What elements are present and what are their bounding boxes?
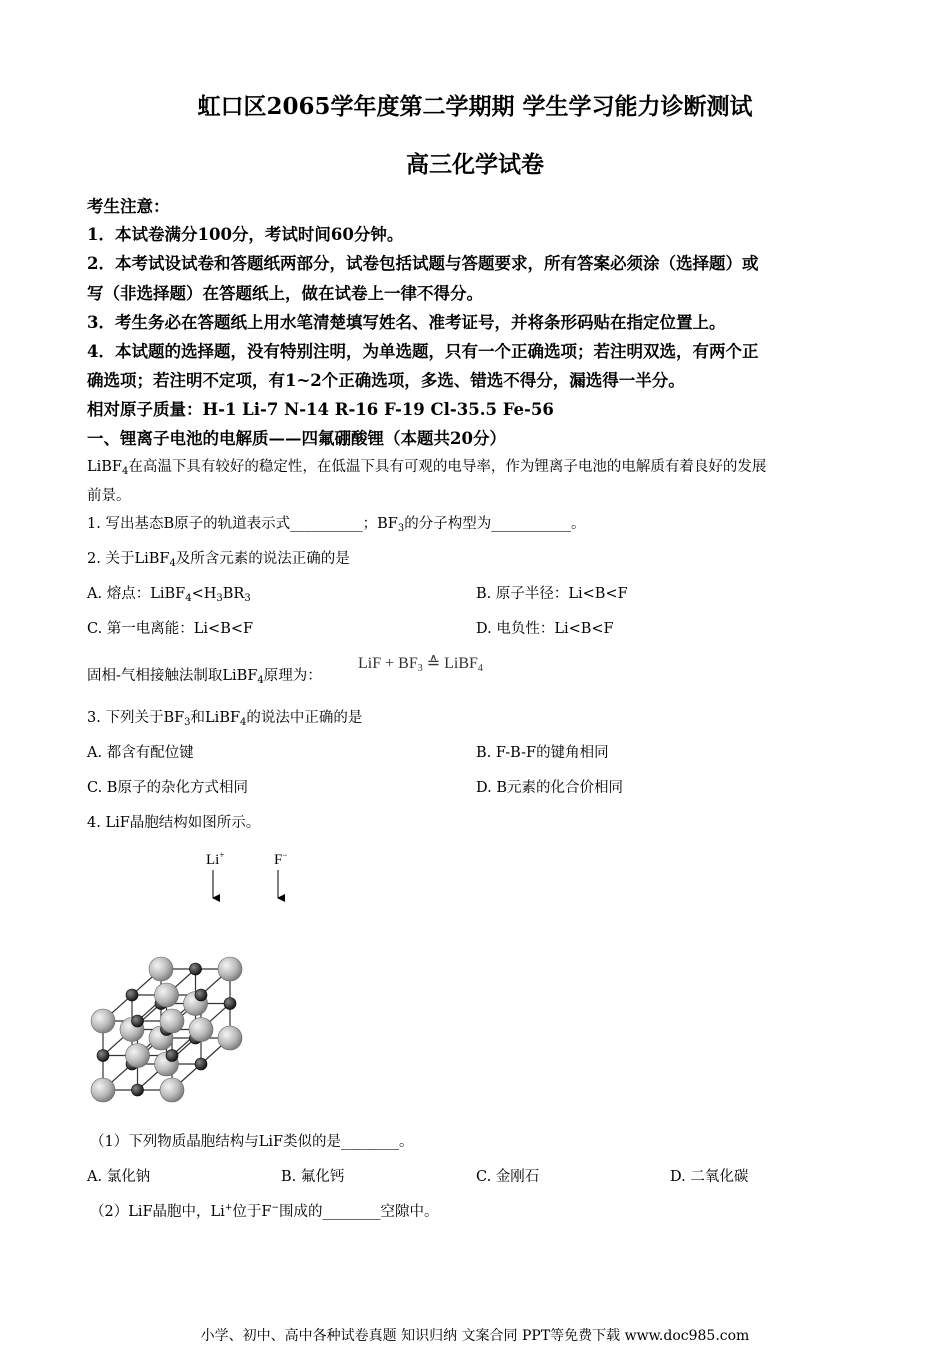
question-4-1: （1）下列物质晶胞结构与LiF类似的是________。 <box>90 1134 414 1150</box>
li-ion-atom <box>97 1050 109 1062</box>
section-1-heading: 一、锂离子电池的电解质——四氟硼酸锂（本题共20分） <box>87 429 506 448</box>
notice-item-4: 4．本试题的选择题，没有特别注明，为单选题，只有一个正确选项；若注明双选，有两个正 <box>87 342 759 361</box>
question-2-option-c: C. 第一电离能：Li<B<F <box>87 621 254 637</box>
notice-heading: 考生注意： <box>87 197 170 216</box>
li-ion-atom <box>224 998 236 1010</box>
notice-item-2: 2．本考试设试卷和答题纸两部分，试卷包括试题与答题要求，所有答案必须涂（选择题）或 <box>87 254 759 273</box>
crystal-lattice-svg <box>88 848 308 1110</box>
question-4-2: （2）LiF晶胞中，Li+位于F−围成的________空隙中。 <box>90 1203 439 1220</box>
f-ion-atom <box>126 1044 150 1068</box>
question-2-option-b: B. 原子半径：Li<B<F <box>476 586 628 602</box>
question-3-option-a: A. 都含有配位键 <box>87 745 194 761</box>
f-ion-atom <box>91 1078 115 1102</box>
atomic-masses: 相对原子质量：H-1 Li-7 N-14 R-16 F-19 Cl-35.5 Fe-56 <box>87 400 554 419</box>
li-ion-atom <box>132 1015 144 1027</box>
synthesis-equation: LiF + $BF_3$ ≙ LiBF$_4$ <box>358 655 483 674</box>
li-ion-atom <box>166 1050 178 1062</box>
li-ion-atom <box>126 989 138 1001</box>
notice-item-4-cont: 确选项；若注明不定项，有1~2个正确选项，多选、错选不得分，漏选得一半分。 <box>87 371 685 390</box>
intro-text-cont: 前景。 <box>87 488 131 504</box>
f-ion-atom <box>160 1009 184 1033</box>
li-ion-atom <box>190 963 202 975</box>
f-ion-atom <box>218 1026 242 1050</box>
f-ion-atom <box>218 957 242 981</box>
question-4-1-option-b: B. 氟化钙 <box>281 1169 345 1185</box>
page-footer: 小学、初中、高中各种试卷真题 知识归纳 文案合同 PPT等免费下载 www.doc985.com <box>200 1328 750 1344</box>
notice-item-1: 1．本试卷满分100分，考试时间60分钟。 <box>87 225 404 244</box>
question-3-option-b: B. F-B-F的键角相同 <box>476 745 609 761</box>
question-4-1-option-c: C. 金刚石 <box>476 1169 540 1185</box>
question-2-option-a: A. 熔点：$LiBF_4<H_3BR_3$ <box>87 586 251 604</box>
question-1: 1. 写出基态B原子的轨道表示式__________；$BF_3$的分子构型为___________。 <box>87 516 586 534</box>
li-ion-atom <box>195 1058 207 1070</box>
f-ion-atom <box>160 1078 184 1102</box>
notice-item-3: 3．考生务必在答题纸上用水笔清楚填写姓名、准考证号，并将条形码贴在指定位置上。 <box>87 313 726 332</box>
synthesis-method: 固相-气相接触法制取LiBF$_4$原理为： <box>87 668 322 686</box>
f-ion-atom <box>91 1009 115 1033</box>
question-4-1-option-a: A. 氯化钠 <box>87 1169 151 1185</box>
question-3: 3. 下列关于$BF_3$和LiBF$_4$的说法中正确的是 <box>87 710 363 728</box>
question-4: 4. LiF晶胞结构如图所示。 <box>87 815 261 831</box>
li-ion-atom <box>132 1084 144 1096</box>
question-3-option-c: C. B原子的杂化方式相同 <box>87 780 248 796</box>
f-ion-atom <box>189 1018 213 1042</box>
li-ion-atom <box>195 989 207 1001</box>
exam-title: 虹口区2065学年度第二学期期 学生学习能力诊断测试 <box>197 93 753 120</box>
f-ion-label: F− <box>274 850 288 868</box>
question-4-1-option-d: D. 二氧化碳 <box>670 1169 749 1185</box>
notice-item-2-cont: 写（非选择题）在答题纸上，做在试卷上一律不得分。 <box>87 284 483 303</box>
intro-text: LiBF$_4$在高温下具有较好的稳定性，在低温下具有可观的电导率，作为锂离子电池的电解质有着良好的发展 <box>87 459 767 477</box>
li-ion-label: Li+ <box>206 850 225 868</box>
question-3-option-d: D. B元素的化合价相同 <box>476 780 623 796</box>
question-2-option-d: D. 电负性：Li<B<F <box>476 621 614 637</box>
f-ion-atom <box>155 983 179 1007</box>
lif-crystal-figure <box>88 848 308 1110</box>
question-2: 2. 关于LiBF$_4$及所含元素的说法正确的是 <box>87 551 350 569</box>
exam-subtitle: 高三化学试卷 <box>406 151 544 178</box>
f-ion-atom <box>149 957 173 981</box>
